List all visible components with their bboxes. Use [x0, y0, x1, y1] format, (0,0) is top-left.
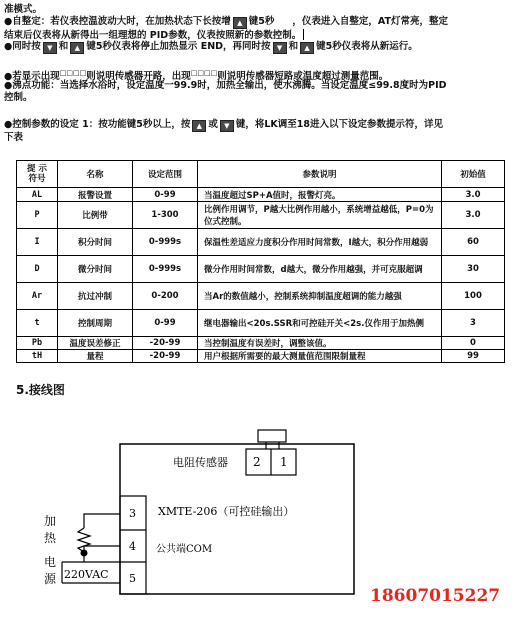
row-description: 保温性差适应力度积分作用时间常数，I越大，积分作用越弱 — [198, 229, 442, 256]
row-range: 0-99 — [133, 188, 198, 202]
up-arrow-key-icon: ▲ — [70, 42, 84, 54]
intro-line-7 — [4, 92, 33, 104]
row-range: 1-300 — [133, 202, 198, 229]
heat-label-1: 加 — [44, 514, 57, 528]
row-symbol: AL — [17, 188, 58, 202]
row-symbol: P — [17, 202, 58, 229]
sensor-open-display-icon: □□□□ — [59, 69, 87, 77]
intro-text: 控制。 — [4, 92, 33, 103]
intro-text: 则说明传感器开路，出现 — [86, 71, 191, 82]
intro-text: 和 — [288, 41, 299, 52]
row-initial: 99 — [442, 350, 505, 363]
row-range: -20-99 — [133, 337, 198, 350]
sensor-label: 电阻传感器 — [173, 456, 228, 469]
intro-line-6 — [4, 80, 447, 92]
row-initial: 3.0 — [442, 188, 505, 202]
row-description: 用户根据所需要的最大测量值范围限制量程 — [198, 350, 442, 363]
row-symbol: Pb — [17, 337, 58, 350]
intro-text: 键5秒 — [248, 16, 275, 27]
row-initial: 3.0 — [442, 202, 505, 229]
intro-text: 键5秒仪表将从新运行。 — [316, 41, 418, 52]
table-row — [17, 202, 505, 229]
row-range: 0-200 — [133, 283, 198, 310]
intro-line-8 — [4, 119, 443, 132]
table-row — [17, 188, 505, 202]
row-description: 当控制温度有误差时，调整该值。 — [198, 337, 442, 350]
row-symbol: t — [17, 310, 58, 337]
terminal-1-label: 1 — [280, 455, 288, 469]
row-name: 比例带 — [58, 202, 133, 229]
row-name: 量程 — [58, 350, 133, 363]
terminal-3-label: 3 — [129, 507, 136, 520]
intro-text: ●同时按 — [4, 41, 41, 52]
down-arrow-key-icon: ▼ — [220, 120, 234, 132]
intro-text: ●沸点功能：当选择水浴时，设定温度一99.9时，加热全输出，使水沸腾。当设定温度≤99.8度时为PID — [4, 80, 447, 91]
terminal-2-label: 2 — [253, 455, 261, 469]
intro-text: 或 — [208, 119, 218, 130]
intro-text: 键，将LK调至18进入以下设定参数提示符，详见 — [235, 119, 443, 130]
controller-box — [120, 444, 354, 594]
common-label: 公共端COM — [156, 544, 213, 555]
header-name: 名称 — [58, 161, 133, 188]
down-arrow-key-icon: ▼ — [273, 42, 287, 54]
intro-text: ●自整定：若仪表控温波动大时，在加热状态下长按增 — [4, 16, 231, 27]
power-label-1: 电 — [44, 555, 57, 569]
parameter-table — [16, 160, 505, 363]
row-range: 0-999s — [133, 229, 198, 256]
row-description: 当Ar的数值越小，控制系统抑制温度超调的能力越强 — [198, 283, 442, 310]
table-row — [17, 229, 505, 256]
intro-text: 则说明传感器短路或温度超过测量范围。 — [217, 71, 389, 82]
intro-text: 键5秒仪表将停止加热显示 END，再同时按 — [86, 41, 271, 52]
intro-line-2 — [4, 16, 448, 29]
table-row — [17, 283, 505, 310]
table-header-row — [17, 161, 505, 188]
header-range: 设定范围 — [133, 161, 198, 188]
row-name: 控制周期 — [58, 310, 133, 337]
intro-text: ●若显示出现 — [4, 71, 60, 82]
row-description: 继电器输出<20s.SSR和可控硅开关<2s.仪作用于加热侧 — [198, 310, 442, 337]
intro-text: ●控制参数的设定 1：按功能键5秒以上，按 — [4, 119, 191, 130]
intro-text: 准模式。 — [4, 4, 43, 15]
row-initial: 60 — [442, 229, 505, 256]
sensor-short-display-icon: □□□□ — [190, 69, 218, 77]
voltage-label: 220VAC — [64, 568, 109, 581]
row-symbol: I — [17, 229, 58, 256]
row-initial: 3 — [442, 310, 505, 337]
model-label: XMTE-206（可控硅输出） — [158, 505, 295, 518]
phone-number: 18607015227 — [370, 586, 501, 606]
row-name: 抗过冲制 — [58, 283, 133, 310]
table-row — [17, 337, 505, 350]
row-symbol: D — [17, 256, 58, 283]
intro-line-9 — [4, 132, 23, 144]
intro-line-4 — [4, 41, 418, 54]
row-name: 温度误差修正 — [58, 337, 133, 350]
intro-line-1 — [4, 4, 42, 16]
row-description: 比例作用调节，P越大比例作用越小，系统增益越低，P=0为位式控制。 — [198, 202, 442, 229]
intro-text: ，仪表进入自整定，AT灯常亮，整定 — [292, 16, 449, 27]
resistance-sensor-icon — [258, 430, 286, 442]
row-description: 当温度超过SP+A值时，报警灯亮。 — [198, 188, 442, 202]
intro-text: 下表 — [4, 132, 24, 143]
intro-text: 和 — [58, 41, 69, 52]
header-description: 参数说明 — [198, 161, 442, 188]
intro-text: 结束后仪表将从新得出一组理想的 PID参数，仪表按照新的参数控制。 — [4, 30, 302, 41]
header-symbol: 提 示 符号 — [17, 161, 58, 188]
power-label-2: 源 — [44, 572, 57, 586]
text-cursor — [303, 29, 304, 40]
section-title: 5.接线图 — [16, 383, 65, 397]
row-range: -20-99 — [133, 350, 198, 363]
row-name: 报警设置 — [58, 188, 133, 202]
header-initial: 初始值 — [442, 161, 505, 188]
terminal-4-label: 4 — [129, 540, 136, 553]
table-row — [17, 256, 505, 283]
table-row — [17, 310, 505, 337]
row-range: 0-999s — [133, 256, 198, 283]
row-initial: 0 — [442, 337, 505, 350]
down-arrow-key-icon: ▼ — [43, 42, 57, 54]
row-description: 微分作用时间常数，d越大，微分作用越强，并可克服超调 — [198, 256, 442, 283]
table-row — [17, 350, 505, 363]
up-arrow-key-icon: ▲ — [233, 17, 247, 29]
up-arrow-key-icon: ▲ — [192, 120, 206, 132]
row-name: 微分时间 — [58, 256, 133, 283]
row-initial: 30 — [442, 256, 505, 283]
row-initial: 100 — [442, 283, 505, 310]
up-arrow-key-icon: ▲ — [300, 42, 314, 54]
row-symbol: Ar — [17, 283, 58, 310]
heat-label-2: 热 — [44, 531, 57, 545]
row-range: 0-99 — [133, 310, 198, 337]
row-name: 积分时间 — [58, 229, 133, 256]
terminal-5-label: 5 — [129, 572, 136, 585]
row-symbol: tH — [17, 350, 58, 363]
